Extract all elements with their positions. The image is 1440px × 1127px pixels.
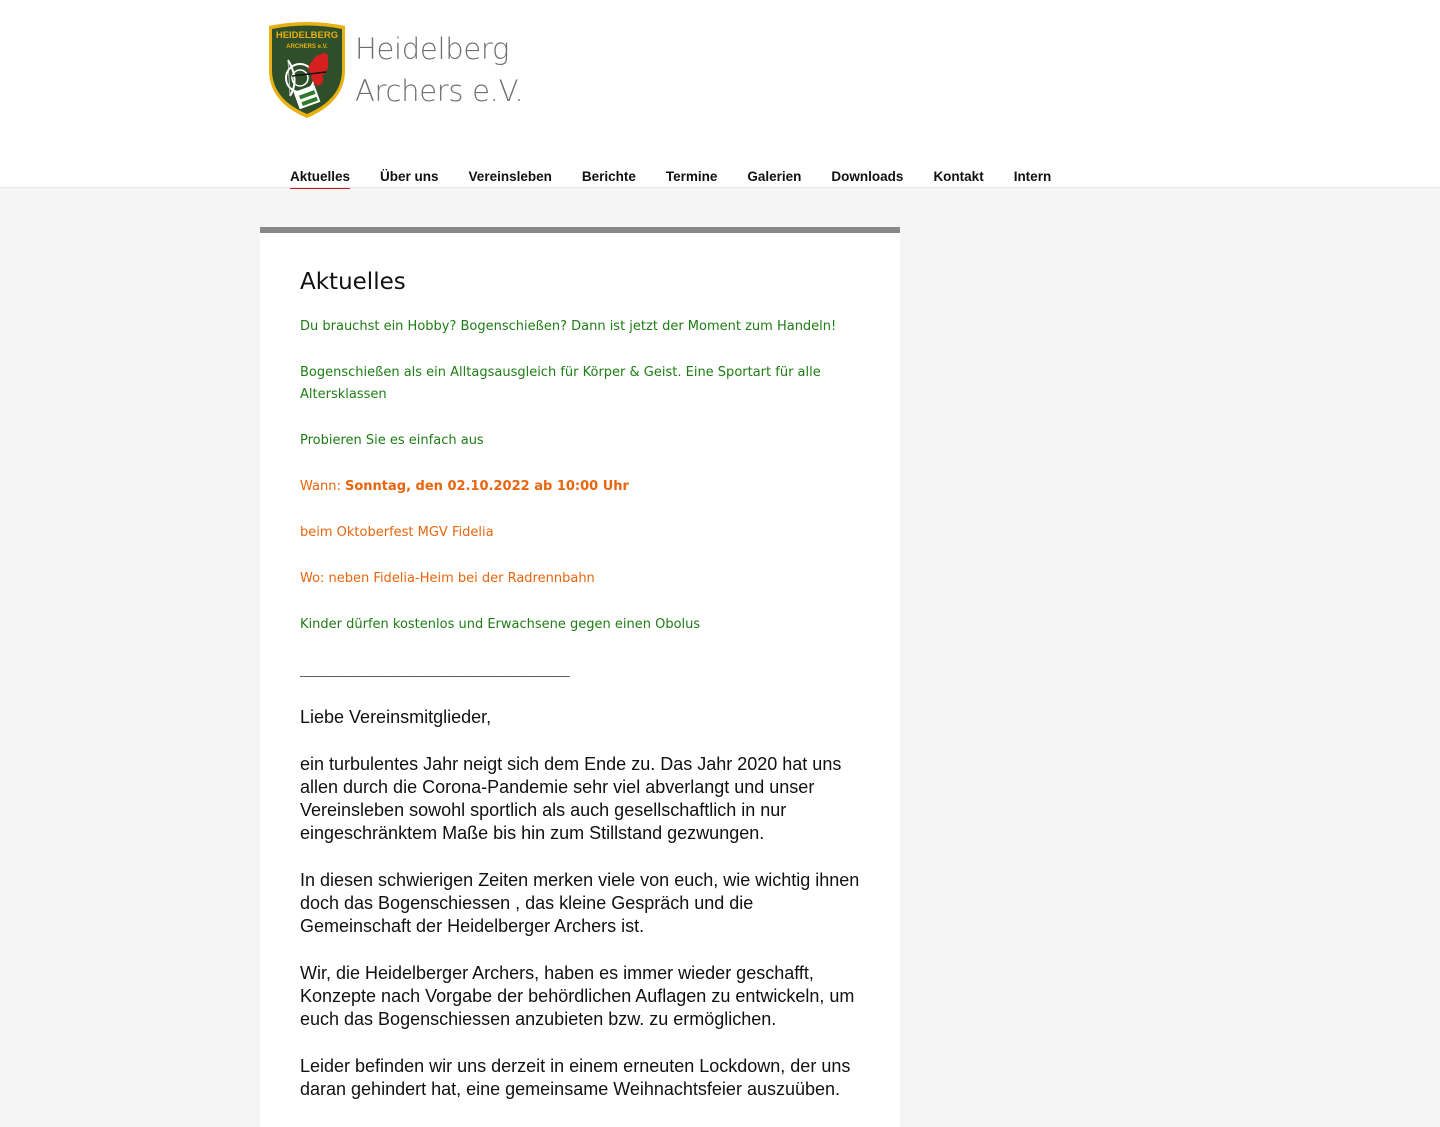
- nav-item-ueber-uns[interactable]: Über uns: [380, 169, 439, 184]
- letter-paragraph-4: Leider befinden wir uns derzeit in einem erneuten Lockdown, der uns daran gehindert hat, eine gemeinsame Weihnachtsfeier auszuüben.: [300, 1056, 851, 1099]
- site-title-line2: Archers e.V.: [355, 74, 524, 108]
- crest-badge-bottom: ARCHERS e.V.: [286, 44, 328, 50]
- letter-greeting: Liebe Vereinsmitglieder,: [300, 707, 492, 727]
- page-title: Aktuelles: [300, 269, 406, 295]
- main-content: [260, 227, 900, 1127]
- letter-paragraph-2: In diesen schwierigen Zeiten merken viele von euch, wie wichtig ihnen doch das Bogenschiessen , das kleine Gespräch und die Gemeinschaft der Heidelberger Archers ist.: [300, 870, 860, 936]
- nav-item-aktuelles[interactable]: Aktuelles: [290, 167, 350, 189]
- nav-item-downloads[interactable]: Downloads: [831, 169, 904, 184]
- site-title: [355, 28, 523, 112]
- site-header: [0, 0, 1440, 188]
- nav-item-berichte[interactable]: Berichte: [581, 169, 636, 184]
- event-where: Wo: neben Fidelia-Heim bei der Radrennbahn: [300, 571, 595, 586]
- event-when-label: Wann:: [300, 479, 345, 494]
- separator-line: ________________________________________________: [300, 663, 569, 678]
- nav-item-termine[interactable]: Termine: [665, 169, 718, 184]
- announcement-line2: Bogenschießen als ein Alltagsausgleich für Körper & Geist. Eine Sportart für alle Altersklassen: [300, 365, 821, 402]
- nav-item-galerien[interactable]: Galerien: [747, 169, 802, 184]
- event-when-value: Sonntag, den 02.10.2022 ab 10:00 Uhr: [344, 479, 629, 494]
- letter-paragraph-1: ein turbulentes Jahr neigt sich dem Ende zu. Das Jahr 2020 hat uns allen durch die Corona-Pandemie sehr viel abverlangt und unser Vereinsleben sowohl sportlich als auch gesellschaftlich in nur eingeschränktem Maße bis hin zum Stillstand gezwungen.: [300, 754, 842, 843]
- announcement-line1: Du brauchst ein Hobby? Bogenschießen? Dann ist jetzt der Moment zum Handeln!: [300, 319, 837, 334]
- site-title-line1: Heidelberg: [355, 32, 510, 66]
- announcement-line3: Probieren Sie es einfach aus: [300, 433, 484, 448]
- nav-item-intern[interactable]: Intern: [1013, 169, 1052, 184]
- nav-item-kontakt[interactable]: Kontakt: [933, 169, 984, 184]
- letter-paragraph-3: Wir, die Heidelberger Archers, haben es immer wieder geschafft, Konzepte nach Vorgabe der behördlichen Auflagen zu entwickeln, um euch das Bogenschiessen anzubieten bzw. zu ermöglichen.: [300, 963, 855, 1029]
- nav-item-vereinsleben[interactable]: Vereinsleben: [468, 169, 552, 184]
- site-logo-link[interactable]: [266, 20, 526, 122]
- event-occasion: beim Oktoberfest MGV Fidelia: [300, 525, 494, 540]
- event-prices: Kinder dürfen kostenlos und Erwachsene gegen einen Obolus: [300, 617, 701, 632]
- main-nav: [290, 167, 1081, 189]
- event-when: [300, 476, 860, 498]
- club-crest-logo: [266, 20, 348, 120]
- crest-badge-top: HEIDELBERG: [275, 30, 339, 41]
